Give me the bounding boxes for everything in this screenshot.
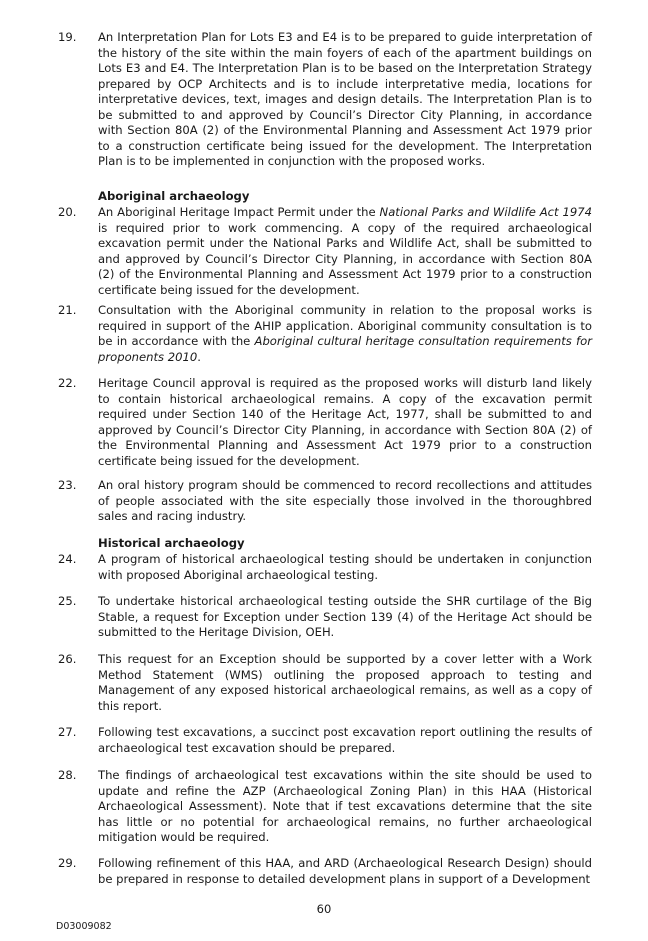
page-number: 60	[316, 902, 332, 916]
item-number: 28.	[58, 768, 77, 782]
item-text-b: .	[197, 349, 201, 364]
item-number: 24.	[58, 552, 77, 566]
item-number: 29.	[58, 856, 77, 870]
item-text: To undertake historical archaeological testing outside the SHR curtilage of the Big Stable, a request for Exception under Section 139 (4) of the Heritage Act should be submitted to the Heritage Division, OEH.	[98, 594, 592, 639]
item-text-a: An Aboriginal Heritage Impact Permit under the	[98, 205, 380, 219]
document-id: D03009082	[56, 921, 112, 932]
item-number: 21.	[58, 303, 77, 317]
item-number: 27.	[58, 725, 77, 739]
item-text: An Interpretation Plan for Lots E3 and E4 is to be prepared to guide interpretation of the history of the site within the main foyers of each of the apartment buildings on Lots E3 and E4. The Interpretation Plan is to be based on the Interpretation Strategy prepared by OCP Architects and is to include interpretative media, locations for interpretative devices, text, images and design details. The Interpretation Plan is to be submitted to and approved by Council’s Director City Planning, in accordance with Section 80A (2) of the Environmental Planning and Assessment Act 1979 prior to a construction certificate being issued for the development. The Interpretation Plan is to be implemented in conjunction with the proposed works.	[98, 30, 592, 168]
heading-historical-archaeology: Historical archaeology	[98, 536, 245, 550]
item-text: This request for an Exception should be supported by a cover letter with a Work Method Statement (WMS) outlining the proposed approach to testing and Management of any exposed historical archaeological remains, as well as a copy of this report.	[98, 652, 592, 713]
item-text-a: Consultation with the Aboriginal community in relation to the proposal works is required in support of the AHIP application. Aboriginal community consultation is to be in accordance with the	[98, 303, 592, 348]
item-text	[98, 303, 592, 365]
item-text: An oral history program should be commenced to record recollections and attitudes of people associated with the site especially those involved in the thoroughbred sales and racing industry.	[98, 478, 592, 523]
item-text: Heritage Council approval is required as the proposed works will disturb land likely to contain historical archaeological remains. A copy of the excavation permit required under Section 140 of the Heritage Act, 1977, shall be submitted to and approved by Council’s Director City Planning, in accordance with Section 80A (2) of the Environmental Planning and Assessment Act 1979 prior to a construction certificate being issued for the development.	[98, 376, 592, 468]
heading-aboriginal-archaeology: Aboriginal archaeology	[98, 189, 250, 203]
item-text	[98, 205, 592, 298]
item-text-italic: National Parks and Wildlife Act 1974	[379, 205, 592, 219]
item-number: 22.	[58, 376, 77, 390]
item-number: 20.	[58, 205, 77, 219]
item-text-b: is required prior to work commencing. A copy of the required archaeological excavation permit under the National Parks and Wildlife Act, shall be submitted to and approved by Council’s Director City Planning, in accordance with Section 80A (2) of the Environmental Planning and Assessment Act 1979 prior to a construction certificate being issued for the development.	[98, 220, 592, 297]
item-text: Following test excavations, a succinct post excavation report outlining the results of archaeological test excavation should be prepared.	[98, 725, 592, 755]
item-number: 26.	[58, 652, 77, 666]
item-text: Following refinement of this HAA, and ARD (Archaeological Research Design) should be prepared in response to detailed development plans in support of a Development	[98, 856, 592, 886]
item-number: 25.	[58, 594, 77, 608]
item-text-italic: Aboriginal cultural heritage consultation requirements for proponents 2010	[98, 334, 592, 364]
item-number: 23.	[58, 478, 77, 492]
item-number: 19.	[58, 30, 77, 44]
item-text: The findings of archaeological test excavations within the site should be used to update and refine the AZP (Archaeological Zoning Plan) in this HAA (Historical Archaeological Assessment). Note that if test excavations determine that the site has little or no potential for archaeological remains, no further archaeological mitigation would be required.	[98, 768, 592, 844]
item-text: A program of historical archaeological testing should be undertaken in conjunction with proposed Aboriginal archaeological testing.	[98, 552, 592, 582]
